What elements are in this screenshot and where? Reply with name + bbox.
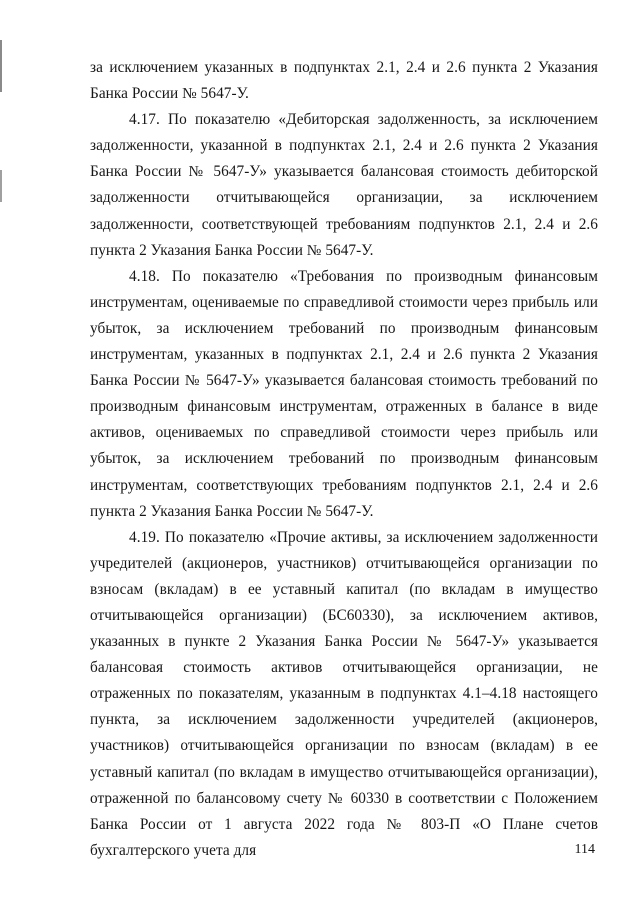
paragraph-4-18: 4.18. По показателю «Требования по производным финансовым инструментам, оцениваемые по справедливой стоимости через прибыль или убыток, за исключением требований по производным финансовым инструментам, указанных в подпунктах 2.1, 2.4 и 2.6 пункта 2 Указания Банка России № 5647-У» указывается балансовая стоимость требований по производным финансовым инструментам, отраженных в балансе в виде активов, оцениваемых по справедливой стоимости через прибыль или убыток, за исключением требований по производным финансовым инструментам, соответствующих требованиям подпунктов 2.1, 2.4 и 2.6 пункта 2 Указания Банка России № 5647-У. — [90, 267, 598, 520]
scan-edge-mark — [0, 40, 2, 92]
page-number: 114 — [574, 842, 595, 857]
body-text — [90, 55, 598, 864]
paragraph-4-17: 4.17. По показателю «Дебиторская задолженность, за исключением задолженности, указанной в подпунктах 2.1, 2.4 и 2.6 пункта 2 Указания Банка России № 5647-У» указывается балансовая стоимость дебиторской задолженности отчитывающейся организации, за исключением задолженности, соответствующей требованиям подпунктов 2.1, 2.4 и 2.6 пункта 2 Указания Банка России № 5647-У. — [90, 111, 598, 259]
scan-edge-mark — [0, 170, 2, 202]
paragraph-4-19: 4.19. По показателю «Прочие активы, за исключением задолженности учредителей (акционеров, участников) отчитывающейся организации по взносам (вкладам) в ее уставный капитал (по вкладам в имущество отчитывающейся организации) (БС60330), за исключением активов, указанных в пункте 2 Указания Банка России № 5647-У» указывается балансовая стоимость активов отчитывающейся организации, не отраженных по показателям, указанным в подпунктах 4.1–4.18 настоящего пункта, за исключением задолженности учредителей (акционеров, участников) отчитывающейся организации по взносам (вкладам) в ее уставный капитал (по вкладам в имущество отчитывающейся организации), отраженной по балансовому счету № 60330 в соответствии с Положением Банка России от 1 августа 2022 года № 803-П «О Плане счетов бухгалтерского учета для — [90, 528, 598, 859]
paragraph-continuation: за исключением указанных в подпунктах 2.1, 2.4 и 2.6 пункта 2 Указания Банка России № 5647-У. — [90, 59, 598, 103]
